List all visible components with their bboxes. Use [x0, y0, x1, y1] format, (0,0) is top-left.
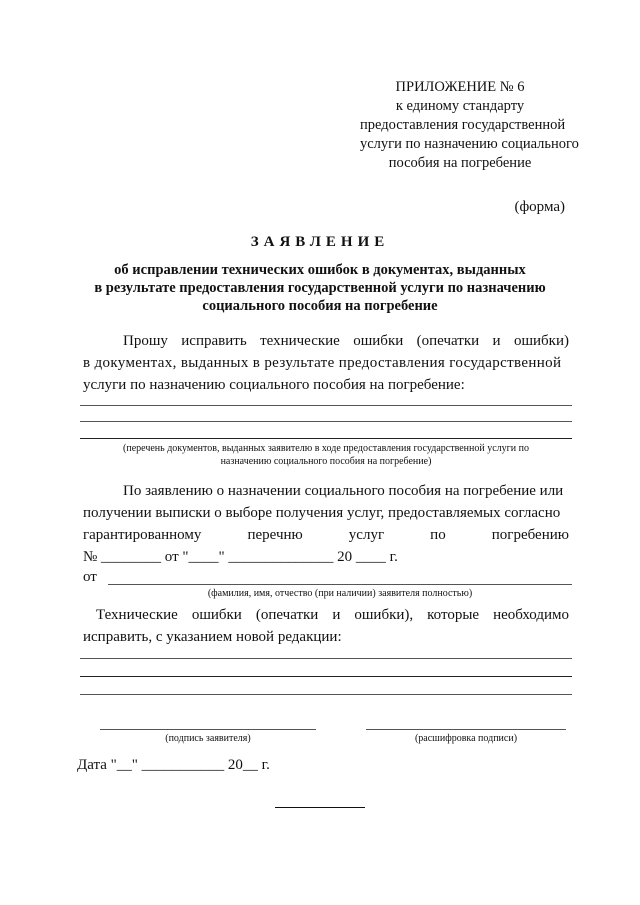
signature-caption: (подпись заявителя)	[165, 733, 251, 744]
appendix-line: пособия на погребение	[388, 155, 532, 171]
word: технические	[260, 333, 340, 349]
documents-line-3[interactable]	[80, 438, 572, 439]
appendix-header	[360, 78, 579, 173]
caption-line: (перечень документов, выданных заявителю в ходе предоставления государственной услуги по	[123, 443, 529, 454]
caption-line: назначению социального пособия на погребение)	[220, 456, 432, 467]
word: необходимо	[493, 607, 569, 623]
word: перечню	[247, 527, 303, 543]
word: услуг	[348, 527, 385, 543]
form-mark: (форма)	[514, 199, 565, 215]
word: гарантированному	[83, 527, 202, 543]
request-line-2: в документах, выданных в результате предоставления государственной	[83, 355, 562, 371]
documents-line-2[interactable]	[80, 421, 572, 422]
appendix-line: ПРИЛОЖЕНИЕ № 6	[395, 79, 525, 95]
appendix-line: услуги по назначению социального	[360, 136, 579, 152]
errors-line-1	[83, 604, 569, 626]
signature-decode-line[interactable]	[366, 729, 566, 730]
application-line-1: По заявлению о назначении социального пособия на погребение или	[123, 483, 564, 499]
correction-line-1[interactable]	[80, 658, 572, 659]
word: которые	[427, 607, 480, 623]
request-paragraph	[83, 330, 569, 396]
from-label: от	[83, 569, 97, 585]
closing-divider	[275, 807, 365, 808]
subtitle-line: в результате предоставления государственной услуги по назначению	[94, 280, 546, 296]
errors-line-2: исправить, с указанием новой редакции:	[83, 629, 342, 645]
word: ошибки	[353, 333, 404, 349]
word: и	[492, 333, 501, 349]
documents-line-1[interactable]	[80, 405, 572, 406]
application-line-3	[83, 524, 569, 546]
application-line-2: получении выписки о выборе получения услуг, предоставляемых согласно	[83, 505, 561, 521]
word: (опечатки	[416, 333, 480, 349]
signature-line[interactable]	[100, 729, 316, 730]
document-title: ЗАЯВЛЕНИЕ	[250, 234, 390, 250]
application-number-date-line[interactable]: № ________ от "____" ______________ 20 ____ г.	[83, 549, 398, 565]
signature-decode-caption: (расшифровка подписи)	[414, 733, 518, 744]
word: исправить	[181, 333, 247, 349]
request-line-1	[83, 330, 569, 352]
application-reference-paragraph	[83, 480, 569, 568]
correction-line-3[interactable]	[80, 694, 572, 695]
applicant-name-line[interactable]	[108, 584, 572, 585]
date-line[interactable]: Дата "__" ___________ 20__ г.	[77, 757, 270, 773]
appendix-line: предоставления государственной	[360, 117, 566, 133]
errors-paragraph	[83, 604, 569, 648]
word: Прошу	[123, 333, 168, 349]
applicant-name-caption: (фамилия, имя, отчество (при наличии) заявителя полностью)	[207, 588, 473, 599]
request-line-3: услуги по назначению социального пособия на погребение:	[83, 377, 465, 393]
word: ошибки	[191, 607, 242, 623]
subtitle-line: социального пособия на погребение	[202, 298, 438, 314]
word: и	[332, 607, 341, 623]
subtitle-line: об исправлении технических ошибок в документах, выданных	[114, 262, 526, 278]
word: (опечатки	[255, 607, 319, 623]
word: ошибки),	[354, 607, 414, 623]
word: по	[430, 527, 446, 543]
document-subtitle	[60, 261, 580, 315]
word: погребению	[491, 527, 569, 543]
correction-line-2[interactable]	[80, 676, 572, 677]
documents-caption	[80, 442, 572, 468]
word: Технические	[96, 607, 178, 623]
word: ошибки)	[513, 333, 569, 349]
appendix-line: к единому стандарту	[395, 98, 525, 114]
